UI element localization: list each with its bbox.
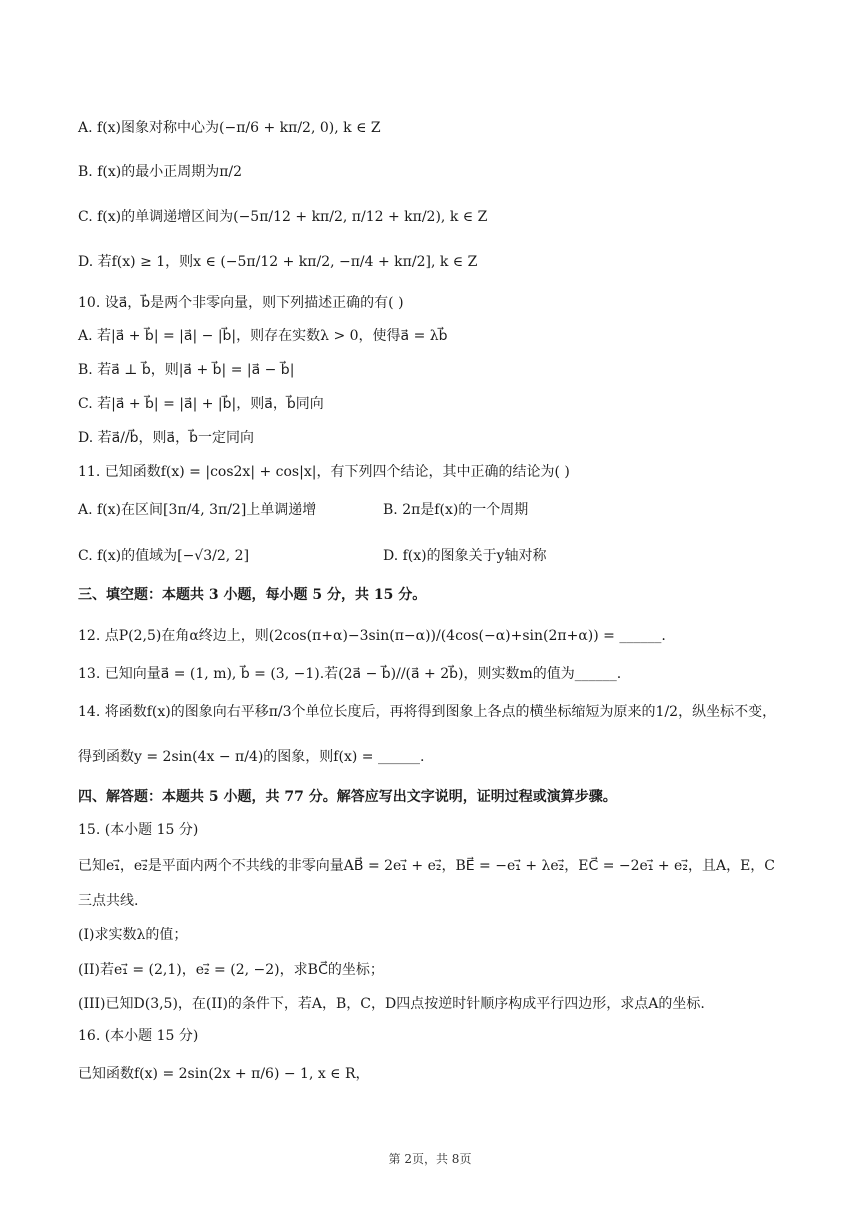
section-answer-title: 四、解答题：本题共 5 小题，共 77 分。解答应写出文字说明，证明过程或演算步骤。: [78, 789, 617, 805]
q10-option-c: C. 若|a⃗ + b⃗| = |a⃗| + |b⃗|，则a⃗，b⃗同向: [78, 396, 324, 412]
q9-option-c: C. f(x)的单调递增区间为(−5π/12 + kπ/2, π/12 + kπ/2), k ∈ Z: [78, 209, 488, 225]
q9-option-b: B. f(x)的最小正周期为π/2: [78, 164, 243, 180]
q14-line1: 14. 将函数f(x)的图象向右平移π/3个单位长度后，再将得到图象上各点的横坐标缩短为原来的1/2，纵坐标不变，: [78, 704, 777, 720]
q16-header: 16. (本小题 15 分): [78, 1028, 199, 1044]
q11-stem: 11. 已知函数f(x) = |cos2x| + cos|x|，有下列四个结论，其中正确的结论为( ): [78, 464, 570, 480]
q9-option-d: D. 若f(x) ≥ 1，则x ∈ (−5π/12 + kπ/2, −π/4 + kπ/2], k ∈ Z: [78, 254, 478, 270]
page-footer: 第 2页，共 8页: [388, 1152, 472, 1166]
q11-option-d: D. f(x)的图象关于y轴对称: [383, 548, 547, 564]
q13: 13. 已知向量a⃗ = (1, m), b⃗ = (3, −1).若(2a⃗ − b⃗)//(a⃗ + 2b⃗)，则实数m的值为______.: [78, 666, 622, 682]
q15-stem-line1: 已知e₁⃗，e₂⃗是平面内两个不共线的非零向量AB⃗ = 2e₁⃗ + e₂⃗，BE⃗ = −e₁⃗ + λe₂⃗，EC⃗ = −2e₁⃗ + e₂⃗，且A，E，C: [78, 858, 775, 874]
q10-option-a: A. 若|a⃗ + b⃗| = |a⃗| − |b⃗|，则存在实数λ > 0，使得a⃗ = λb⃗: [78, 328, 448, 344]
q10-option-d: D. 若a⃗//b⃗，则a⃗，b⃗一定同向: [78, 430, 254, 446]
q15-part3: (III)已知D(3,5)，在(II)的条件下，若A，B，C，D四点按逆时针顺序构成平行四边形，求点A的坐标.: [78, 996, 705, 1012]
q11-option-c: C. f(x)的值域为[−√3/2, 2]: [78, 548, 250, 564]
q15-stem-line2: 三点共线.: [78, 893, 139, 909]
q16-stem: 已知函数f(x) = 2sin(2x + π/6) − 1, x ∈ R，: [78, 1066, 370, 1082]
q14-line2: 得到函数y = 2sin(4x − π/4)的图象，则f(x) = ______.: [78, 749, 425, 765]
q15-part1: (I)求实数λ的值；: [78, 927, 188, 943]
q10-option-b: B. 若a⃗ ⊥ b⃗，则|a⃗ + b⃗| = |a⃗ − b⃗|: [78, 362, 295, 378]
q11-option-b: B. 2π是f(x)的一个周期: [383, 502, 529, 518]
q11-option-a: A. f(x)在区间[3π/4, 3π/2]上单调递增: [78, 502, 317, 518]
q10-stem: 10. 设a⃗，b⃗是两个非零向量，则下列描述正确的有( ): [78, 295, 404, 311]
q9-option-a: A. f(x)图象对称中心为(−π/6 + kπ/2, 0), k ∈ Z: [78, 120, 381, 136]
section-fill-blank-title: 三、填空题：本题共 3 小题，每小题 5 分，共 15 分。: [78, 587, 427, 603]
q15-part2: (II)若e₁⃗ = (2,1)，e₂⃗ = (2, −2)，求BC⃗的坐标；: [78, 962, 384, 978]
q15-header: 15. (本小题 15 分): [78, 822, 199, 838]
q12: 12. 点P(2,5)在角α终边上，则(2cos(π+α)−3sin(π−α))/(4cos(−α)+sin(2π+α)) = ______.: [78, 628, 666, 644]
